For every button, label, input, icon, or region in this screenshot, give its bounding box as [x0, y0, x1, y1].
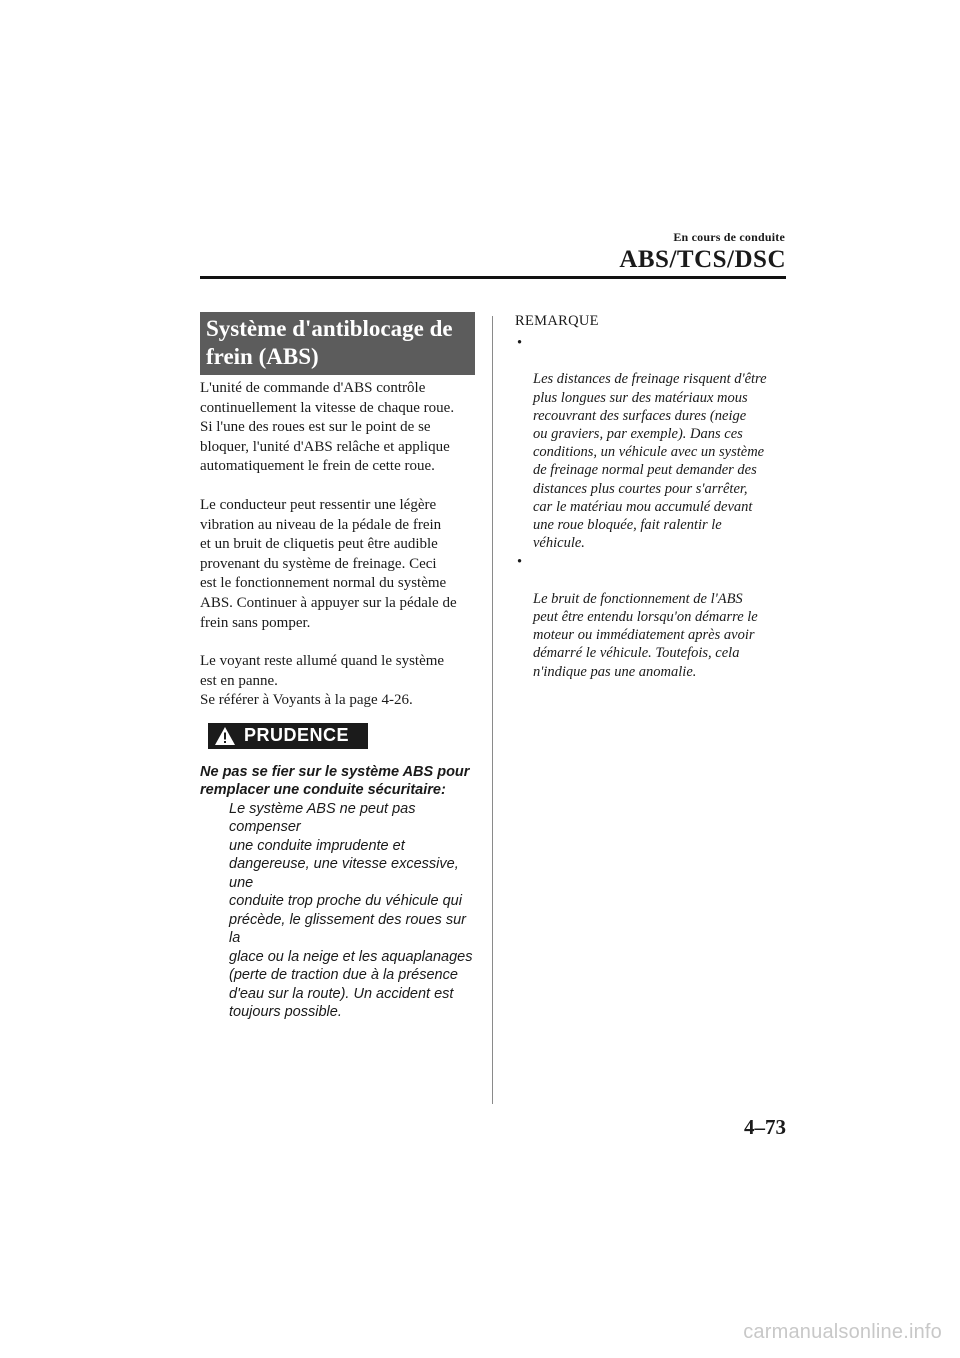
header-rule — [200, 276, 786, 279]
running-header-chapter: En cours de conduite — [673, 230, 785, 244]
note-text: Les distances de freinage risquent d'être plus longues sur des matériaux mous recouvrant des surfaces dures (neige ou graviers, par exemple). Dans ces conditions, un véhicule avec un système de freinage normal peut demander des distances plus courtes pour s'arrêter, car le matériau mou accumulé devant une roue bloquée, fait ralentir le véhicule. — [533, 371, 767, 552]
note-list — [515, 334, 790, 681]
caution-badge — [208, 723, 368, 749]
section-heading: Système d'antiblocage de frein (ABS) — [200, 312, 475, 375]
caution-body: Le système ABS ne peut pas compenser une conduite imprudente et dangereuse, une vitesse excessive, une conduite trop proche du véhicule qui précède, le glissement des roues sur la glace ou la neige et les aquaplanages (perte de traction due à la présence d'eau sur la route). Un accident est toujours possible. — [229, 800, 473, 1021]
note-text: Le bruit de fonctionnement de l'ABS peut être entendu lorsqu'on démarre le moteur ou immédiatement après avoir démarré le véhicule. Toutefois, cela n'indique pas une anomalie. — [533, 590, 758, 680]
note-item — [515, 334, 790, 552]
caution-label: PRUDENCE — [244, 725, 350, 746]
page-number: 4–73 — [744, 1115, 786, 1139]
bullet-icon: • — [517, 335, 523, 351]
caution-title: Ne pas se fier sur le système ABS pour remplacer une conduite sécuritaire: — [200, 763, 470, 799]
note-item — [515, 553, 790, 680]
column-divider — [492, 316, 493, 1104]
paragraph-vibration: Le conducteur peut ressentir une légère vibration au niveau de la pédale de frein et un bruit de cliquetis peut être audible provenant du système de freinage. Ceci est le fonctionnement normal du système ABS. Continuer à appuyer sur la pédale de frein sans pomper. — [200, 496, 457, 631]
warning-triangle-icon — [214, 726, 236, 746]
right-column — [515, 313, 790, 682]
bullet-icon: • — [517, 554, 523, 571]
paragraph-warning-light: Le voyant reste allumé quand le système est en panne. Se référer à Voyants à la page 4-26. — [200, 653, 445, 709]
paragraph-abs-control: L'unité de commande d'ABS contrôle continuellement la vitesse de chaque roue. Si l'une des roues est sur le point de se bloquer, l'unité d'ABS relâche et applique automatiquement le frein de cette roue. — [200, 380, 455, 475]
left-column — [200, 312, 475, 1022]
note-heading: REMARQUE — [515, 313, 599, 329]
running-header-section: ABS/TCS/DSC — [619, 246, 786, 273]
watermark: carmanualsonline.info — [743, 1321, 942, 1343]
